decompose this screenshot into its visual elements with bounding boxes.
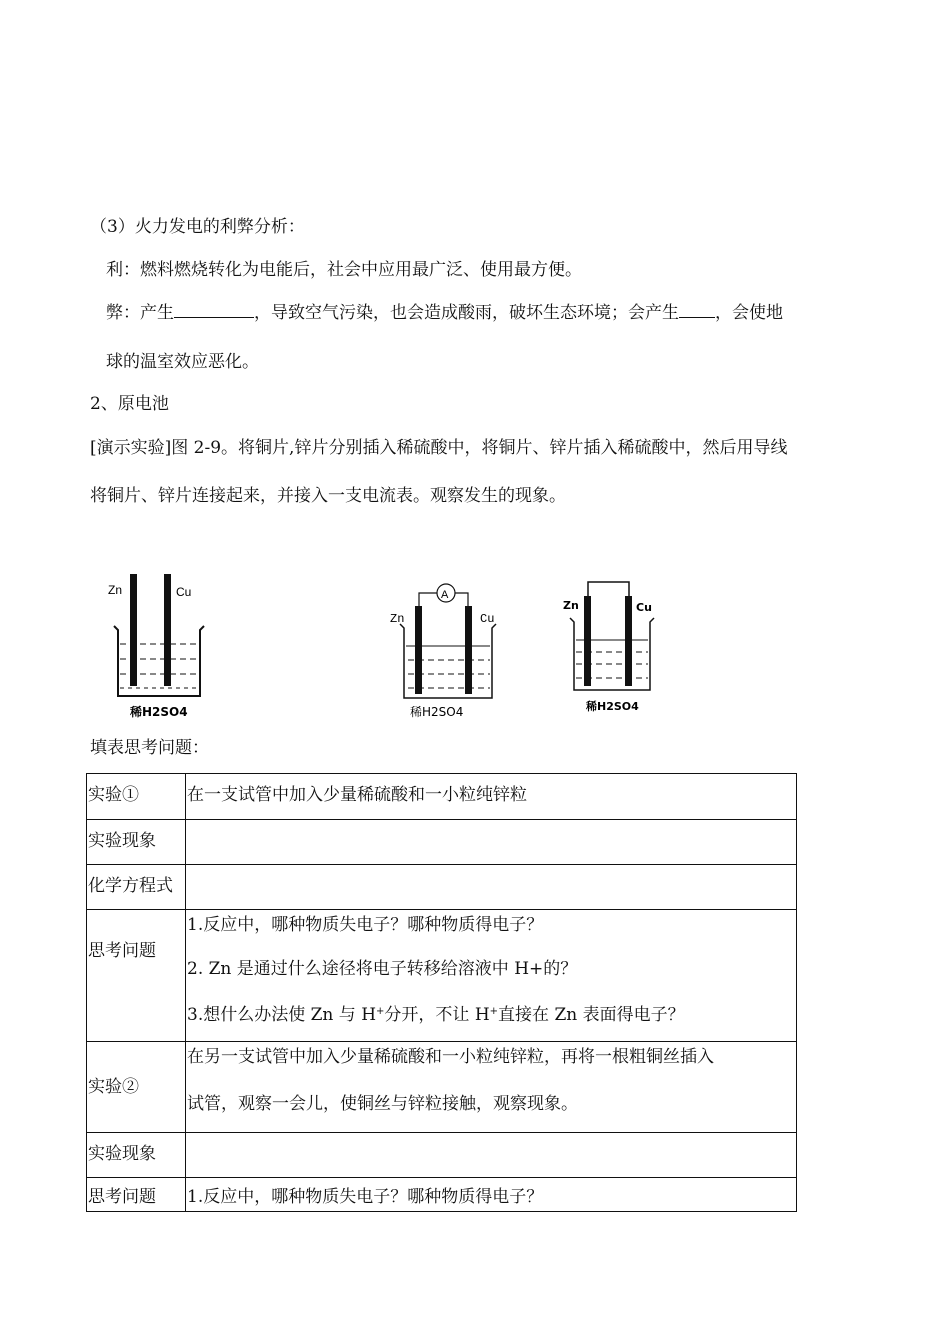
answer-cell[interactable] [186, 1133, 797, 1178]
row-value: 在一支试管中加入少量稀硫酸和一小粒纯锌粒 [186, 774, 797, 820]
question-3-part-a: 3.想什么办法使 Zn 与 H [187, 1005, 377, 1025]
question-table [86, 773, 797, 1212]
table-row [87, 865, 797, 910]
superscript-plus: + [489, 1006, 499, 1017]
cu-electrode [465, 606, 472, 694]
table-row [87, 1042, 797, 1133]
solution-label: 稀H2SO4 [410, 705, 464, 719]
row-label: 实验① [87, 774, 186, 820]
ammeter-label: A [441, 589, 449, 601]
answer-cell[interactable] [186, 865, 797, 910]
cons-text-1: 弊：产生 [106, 303, 174, 323]
table-row [87, 774, 797, 820]
table-intro: 填表思考问题： [90, 738, 209, 758]
demo-line-2: 将铜片、锌片连接起来，并接入一支电流表。观察发生的现象。 [90, 486, 566, 506]
cu-electrode [625, 596, 632, 686]
demo-line-1: [演示实验]图 2-9。将铜片,锌片分别插入稀硫酸中，将铜片、锌片插入稀硫酸中，然后用导线 [90, 438, 788, 458]
row-value [186, 1042, 797, 1133]
cons-text-3: ，会使地 [715, 303, 783, 323]
battery-heading: 2、原电池 [90, 394, 169, 414]
question-2: 2. Zn 是通过什么途径将电子转移给溶液中 H+的？ [187, 959, 578, 979]
section3-heading: （3）火力发电的利弊分析： [90, 217, 305, 237]
cu-electrode [164, 574, 171, 686]
beaker-figure-2 [386, 578, 506, 724]
row-label: 实验现象 [87, 820, 186, 865]
solution-label: 稀H2SO4 [586, 700, 639, 713]
row-label: 化学方程式 [87, 865, 186, 910]
table-row [87, 910, 797, 1042]
blank-2[interactable] [679, 301, 715, 318]
cu-label: Cu [480, 612, 495, 626]
zn-electrode [130, 574, 137, 686]
pros-text: 利：燃料燃烧转化为电能后，社会中应用最广泛、使用最方便。 [106, 260, 582, 280]
blank-1[interactable] [174, 301, 254, 318]
beaker-figure-1 [100, 566, 210, 726]
question-3-part-b: 分开，不让 H [384, 1005, 490, 1025]
question-1: 1.反应中，哪种物质失电子？哪种物质得电子？ [187, 915, 544, 935]
cu-label: Cu [636, 601, 652, 614]
cons-text-2: ，导致空气污染，也会造成酸雨，破坏生态环境；会产生 [254, 303, 679, 323]
table-row [87, 820, 797, 865]
row-label: 思考问题 [87, 1178, 186, 1212]
zn-electrode [584, 596, 591, 686]
superscript-plus: + [376, 1006, 385, 1017]
answer-cell[interactable] [186, 820, 797, 865]
row-value [186, 910, 797, 1042]
zn-label: Zn [563, 599, 579, 612]
zn-label: Zn [390, 612, 405, 626]
row-label: 思考问题 [87, 910, 186, 1042]
experiment-2-line-2: 试管，观察一会儿，使铜丝与锌粒接触，观察现象。 [187, 1094, 578, 1114]
table-row [87, 1178, 797, 1212]
zn-label: Zn [108, 583, 123, 597]
row-label: 实验② [87, 1042, 186, 1133]
row-value: 1.反应中，哪种物质失电子？哪种物质得电子？ [186, 1178, 797, 1212]
cons-text [106, 301, 783, 324]
cu-label: Cu [176, 585, 192, 599]
experiment-2-line-1: 在另一支试管中加入少量稀硫酸和一小粒纯锌粒，再将一根粗铜丝插入 [187, 1047, 714, 1067]
question-3-part-c: 直接在 Zn 表面得电子？ [498, 1005, 685, 1025]
row-label: 实验现象 [87, 1133, 186, 1178]
table-row [87, 1133, 797, 1178]
beaker-figure-3 [560, 574, 670, 720]
solution-label: 稀H2SO4 [130, 705, 188, 719]
cons-text-continued: 球的温室效应恶化。 [106, 352, 259, 372]
question-3 [187, 1001, 795, 1026]
zn-electrode [415, 606, 422, 694]
